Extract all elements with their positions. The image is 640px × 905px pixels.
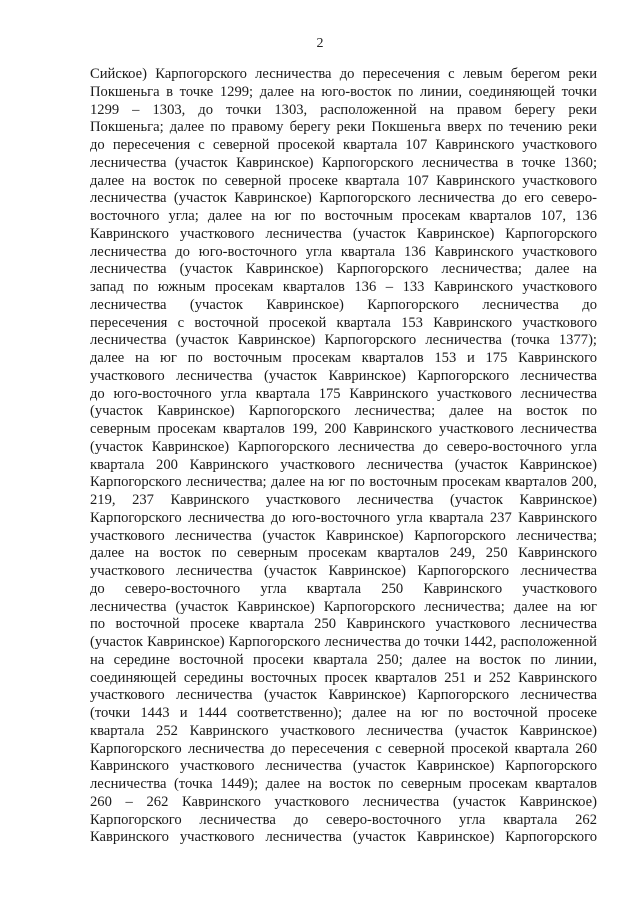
text-line: на середине восточной просеки квартала 250; далее на восток по линии, (90, 651, 597, 668)
text-line: участкового лесничества (участок Кавринское) Карпогорского лесничества (90, 563, 597, 579)
text-line: до юго-восточного угла квартала 175 Кавринского участкового лесничества (90, 385, 597, 402)
text-line: восточного угла; далее на юг по восточным просекам кварталов 107, 136 (90, 208, 597, 224)
text-line: по восточной просеке квартала 250 Кавринского участкового лесничества (90, 616, 597, 633)
text-line: лесничества до юго-восточного угла квартала 136 Кавринского участкового (90, 243, 597, 260)
text-line: лесничества (участок Кавринское) Карпогорского лесничества в точке 1360; (90, 154, 597, 171)
text-line: (участок Кавринское) Карпогорского лесничества до северо-восточного угла (90, 438, 597, 455)
body-text (90, 66, 597, 847)
text-line: 219, 237 Кавринского участкового лесничества (участок Кавринское) (90, 492, 597, 508)
text-line: участкового лесничества (участок Кавринское) Карпогорского лесничества (90, 367, 597, 384)
text-line: Кавринского участкового лесничества (участок Кавринское) Карпогорского (90, 758, 597, 775)
text-line: (участок Кавринское) Карпогорского лесничества до точки 1442, расположенной (90, 634, 597, 650)
text-line: участкового лесничества (участок Кавринское) Карпогорского лесничества (90, 687, 597, 704)
text-line: (участок Кавринское) Карпогорского лесничества; далее на восток по (90, 403, 597, 420)
text-line: лесничества (участок Кавринское) Карпогорского лесничества; далее на (90, 261, 597, 278)
text-line: до северо-восточного угла квартала 250 Кавринского участкового (90, 580, 597, 597)
text-line: далее на восток по северной просеке квартала 107 Кавринского участкового (90, 172, 597, 189)
text-line: лесничества (участок Кавринское) Карпогорского лесничества; далее на юг (90, 598, 597, 615)
text-line: Кавринского участкового лесничества (участок Кавринское) Карпогорского (90, 829, 597, 846)
text-line: соединяющей середины восточных просек кварталов 251 и 252 Кавринского (90, 669, 597, 686)
text-line: Карпогорского лесничества до пересечения с северной просекой квартала 260 (90, 740, 597, 757)
text-line: Кавринского участкового лесничества (участок Кавринское) Карпогорского (90, 225, 597, 242)
page-number: 2 (316, 36, 324, 51)
text-line: лесничества (участок Кавринское) Карпогорского лесничества (точка 1377); (90, 332, 597, 349)
text-line: лесничества (участок Кавринское) Карпогорского лесничества до (90, 296, 597, 313)
text-line: квартала 200 Кавринского участкового лесничества (участок Кавринское) (90, 456, 597, 473)
text-line: Сийское) Карпогорского лесничества до пересечения с левым берегом реки (90, 66, 597, 82)
text-line: Карпогорского лесничества; далее на юг по восточным просекам кварталов 200, (90, 474, 597, 491)
text-line: (точки 1443 и 1444 соответственно); далее на юг по восточной просеке (90, 705, 597, 721)
text-line: 260 – 262 Кавринского участкового лесничества (участок Кавринское) (90, 793, 597, 810)
text-line: далее на восток по северным просекам кварталов 249, 250 Кавринского (90, 545, 597, 562)
text-line: лесничества (участок Кавринское) Карпогорского лесничества до его северо- (90, 190, 597, 207)
text-line: северным просекам кварталов 199, 200 Кавринского участкового лесничества (90, 421, 597, 437)
text-line: Покшеньга в точке 1299; далее на юго-восток по линии, соединяющей точки (90, 83, 597, 100)
text-line: Покшеньга; далее по правому берегу реки Покшеньга вверх по течению реки (90, 119, 597, 136)
text-line: квартала 252 Кавринского участкового лесничества (участок Кавринское) (90, 722, 597, 739)
text-line: Карпогорского лесничества до юго-восточного угла квартала 237 Кавринского (90, 509, 597, 526)
text-line: до пересечения с северной просекой квартала 107 Кавринского участкового (90, 137, 597, 153)
text-line: далее на юг по восточным просекам кварталов 153 и 175 Кавринского (90, 350, 597, 366)
text-line: пересечения с восточной просекой квартала 153 Кавринского участкового (90, 314, 597, 331)
text-line: 1299 – 1303, до точки 1303, расположенной на правом берегу реки (90, 101, 597, 118)
text-line: запад по южным просекам кварталов 136 – 133 Кавринского участкового (90, 279, 597, 295)
text-line: лесничества (точка 1449); далее на восток по северным просекам кварталов (90, 776, 597, 792)
text-line: Карпогорского лесничества до северо-восточного угла квартала 262 (90, 811, 597, 828)
text-line: участкового лесничества (участок Кавринское) Карпогорского лесничества; (90, 527, 597, 544)
